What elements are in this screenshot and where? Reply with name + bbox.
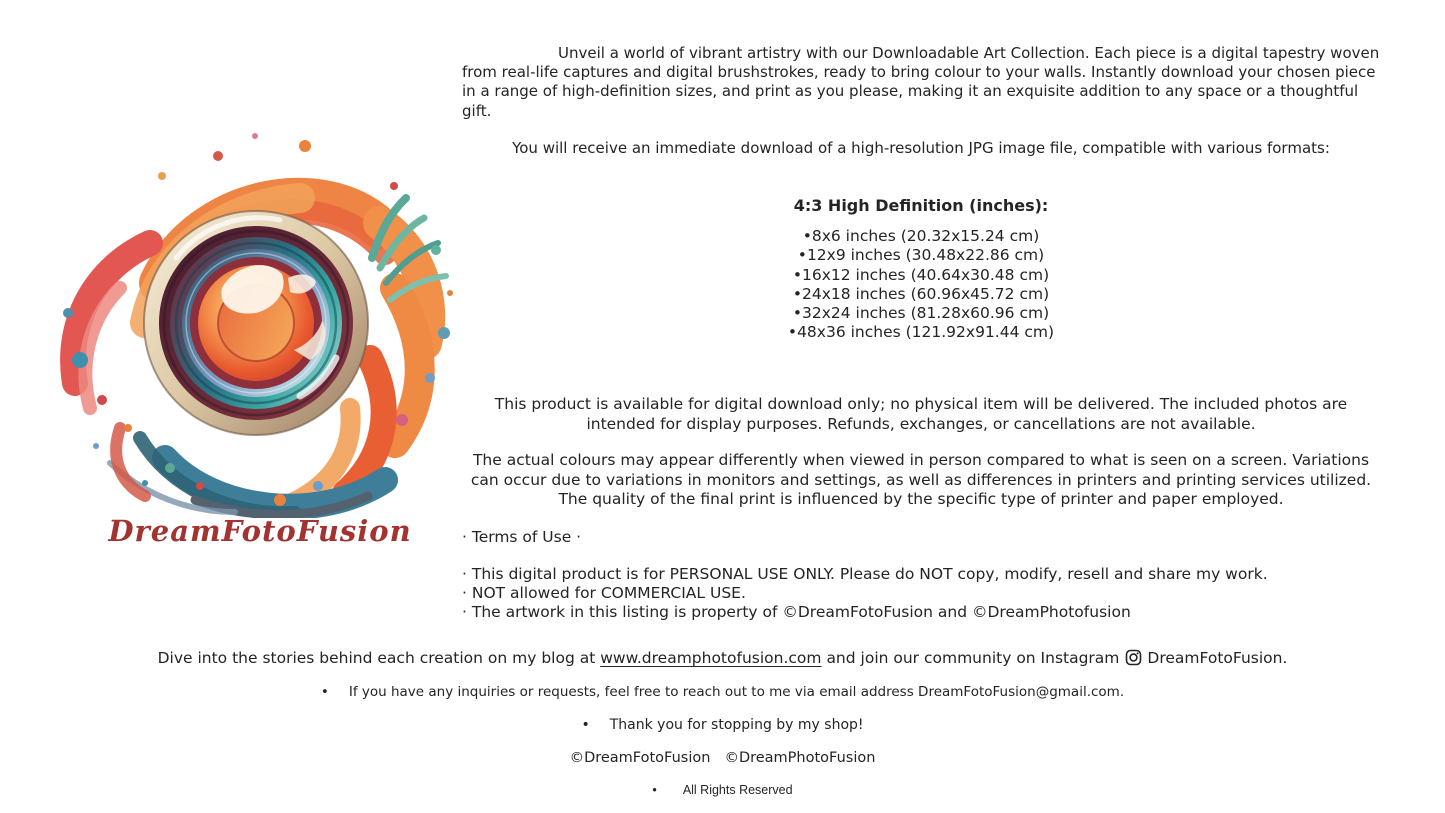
rights-line — [0, 783, 1445, 797]
colour-disclaimer-paragraph: The actual colours may appear differently when viewed in person compared to what is seen on a screen. Variations can occur due to variations in monitors and settings, as well as differences in printers and printing services utilized. The quality of the final print is influenced by the specific type of printer and paper employed. — [470, 451, 1372, 508]
terms-item: · The artwork in this listing is property of ©DreamFotoFusion and ©DreamPhotofusion — [462, 603, 1131, 622]
sizes-list — [462, 227, 1380, 343]
instagram-handle: DreamFotoFusion. — [1147, 649, 1288, 667]
instagram-icon — [1125, 649, 1142, 670]
terms-item: · NOT allowed for COMMERCIAL USE. — [462, 584, 746, 603]
rights-text: All Rights Reserved — [682, 783, 793, 797]
contact-text: If you have any inquiries or requests, feel free to reach out to me via email address DreamFotoFusion@gmail.com. — [348, 684, 1125, 700]
blog-line-mid: and join our community on Instagram — [826, 649, 1120, 667]
copyright-dreamphotofusion: ©DreamPhotoFusion — [724, 750, 876, 766]
blog-line-pre: Dive into the stories behind each creation on my blog at — [157, 649, 596, 667]
size-item: •16x12 inches (40.64x30.48 cm) — [792, 265, 1050, 284]
camera-lens-logo-icon — [50, 128, 466, 518]
copyright-dreamfotofusion: ©DreamFotoFusion — [569, 750, 711, 766]
logo-wordmark: DreamFotoFusion — [108, 514, 412, 548]
blog-line — [0, 649, 1445, 670]
logo — [50, 128, 466, 518]
contact-line — [0, 684, 1445, 700]
thanks-line — [0, 717, 1445, 733]
sizes-heading: 4:3 High Definition (inches): — [793, 196, 1049, 215]
bullet: • — [652, 783, 657, 797]
blog-link[interactable]: www.dreamphotofusion.com — [600, 649, 822, 667]
terms-heading: · Terms of Use · — [462, 528, 582, 546]
lens-rings — [144, 211, 368, 435]
digital-only-paragraph: This product is available for digital download only; no physical item will be delivered. The included photos are intended for display purposes. Refunds, exchanges, or cancellations are not available. — [494, 395, 1348, 433]
size-item: •48x36 inches (121.92x91.44 cm) — [787, 323, 1055, 342]
bullet: • — [320, 684, 329, 700]
terms-item: · This digital product is for PERSONAL USE ONLY. Please do NOT copy, modify, resell and share my work. — [462, 565, 1268, 583]
size-item: •12x9 inches (30.48x22.86 cm) — [797, 246, 1045, 265]
copyright-line — [0, 750, 1445, 766]
bullet: • — [581, 717, 590, 733]
receive-line: You will receive an immediate download of a high-resolution JPG image file, compatible with various formats: — [512, 139, 1330, 157]
intro-paragraph: Unveil a world of vibrant artistry with our Downloadable Art Collection. Each piece is a digital tapestry woven from real-life captures and digital brushstrokes, ready to bring colour to your walls. Instantly download your chosen piece in a range of high-definition sizes, and print as you please, making it an exquisite addition to any space or a thoughtful gift. — [462, 44, 1380, 120]
size-item: •24x18 inches (60.96x45.72 cm) — [792, 284, 1050, 303]
size-item: •8x6 inches (20.32x15.24 cm) — [802, 227, 1040, 245]
size-item: •32x24 inches (81.28x60.96 cm) — [792, 304, 1050, 323]
thanks-text: Thank you for stopping by my shop! — [609, 717, 864, 733]
terms-list — [462, 565, 1380, 623]
